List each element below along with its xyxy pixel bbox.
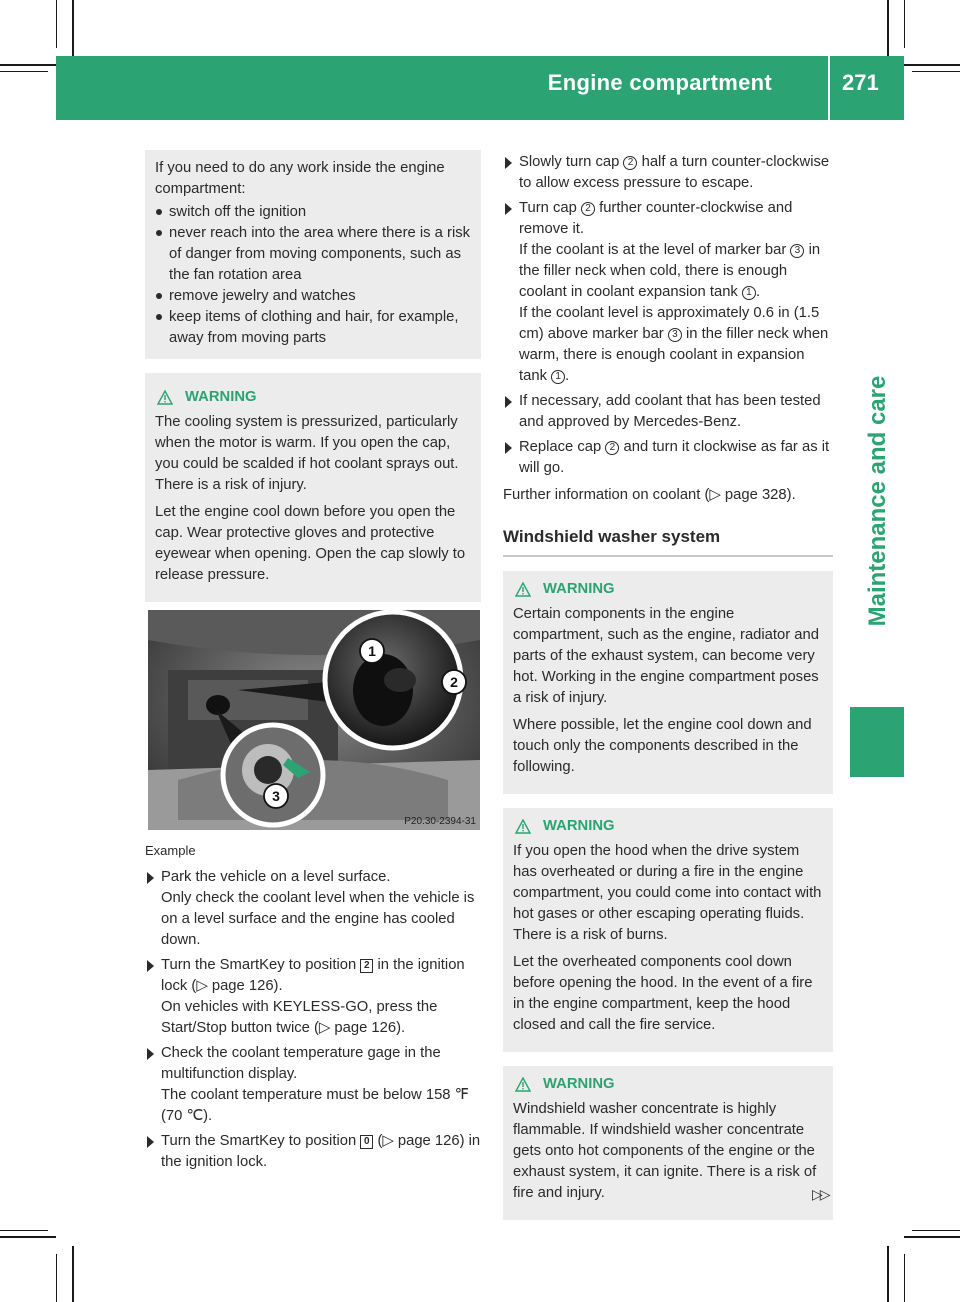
further-info: Further information on coolant (▷ page 328). (503, 487, 796, 503)
step-note: If the coolant level is approximately 0.6 in (1.5 cm) above marker bar 3 in the filler neck when warm, there is enough coolant in expansion tank 1 . (519, 305, 829, 384)
key-position-2-icon: 2 (360, 959, 373, 973)
callout-1-icon: 1 (742, 286, 756, 300)
warning-heading (513, 816, 823, 837)
list-item: keep items of clothing and hair, for example, away from moving parts (155, 307, 471, 349)
step-text: Replace cap 2 and turn it clockwise as far as it will go. (519, 439, 830, 476)
warning-title: WARNING (543, 818, 615, 834)
step-text: Check the coolant temperature gage in the multifunction display. (161, 1045, 441, 1082)
step-item (503, 391, 833, 433)
crop-mark (904, 1254, 905, 1302)
step-text: Park the vehicle on a level surface. (161, 869, 391, 885)
warning-text: If you open the hood when the drive system has overheated or during a fire in the engine compartment, you could come into contact with hot gases or other escaping operating fluids. There is a risk of burns. (513, 843, 822, 943)
warning-text: Let the overheated components cool down before opening the hood. In the event of a fire in the engine compartment, keep the hood closed and call the fire service. (513, 954, 813, 1033)
warning-title: WARNING (543, 1076, 615, 1092)
engine-coolant-photo (148, 610, 480, 830)
warning-text: Certain components in the engine compartment, such as the engine, radiator and parts of the exhaust system, can become very hot. Working in the engine compartment poses a risk of injury. (513, 606, 819, 706)
side-tab-marker (850, 707, 904, 777)
intro-text: If you need to do any work inside the engine compartment: (155, 160, 445, 197)
step-text: Turn the SmartKey to position 2 in the ignition lock (▷ page 126). (161, 957, 465, 994)
crop-mark (56, 1254, 57, 1302)
continue-arrow-icon: ▷▷ (812, 1186, 828, 1202)
warning-heading (513, 1074, 823, 1095)
crop-mark (0, 1230, 48, 1231)
warning-box (145, 373, 481, 602)
crop-mark (912, 1230, 960, 1231)
warning-heading (155, 387, 471, 408)
crop-mark (904, 0, 905, 48)
step-item (145, 955, 481, 1039)
callout-3-icon: 3 (790, 244, 804, 258)
warning-text: Let the engine cool down before you open the cap. Wear protective gloves and protective eyewear when opening. Open the cap slowly to release pressure. (155, 504, 466, 583)
warning-text: Windshield washer concentrate is highly flammable. If windshield washer concentrate gets onto hot components of the engine or the exhaust system, it can ignite. There is a risk of fire and injury. (513, 1101, 817, 1201)
crop-mark (0, 64, 56, 66)
step-item (145, 1131, 481, 1173)
step-note: The coolant temperature must be below 158 ℉ (70 ℃). (161, 1087, 469, 1124)
callout-2-icon: 2 (581, 202, 595, 216)
crop-mark (56, 0, 57, 48)
crop-mark (904, 64, 960, 66)
crop-mark (887, 1246, 889, 1302)
side-tab-label: Maintenance and care (864, 375, 891, 627)
step-item (145, 867, 481, 951)
step-item (503, 198, 833, 387)
callout-1-icon: 1 (551, 370, 565, 384)
step-text: Turn the SmartKey to position 0 (▷ page 126) in the ignition lock. (161, 1133, 481, 1170)
crop-mark (0, 71, 48, 72)
crop-mark (72, 0, 74, 56)
warning-text: The cooling system is pressurized, particularly when the motor is warm. If you open the cap, you could be scalded if hot coolant sprays out. There is a risk of injury. (155, 414, 459, 493)
callout-2: 2 (450, 674, 458, 690)
callout-3: 3 (272, 788, 280, 804)
key-position-0-icon: 0 (360, 1135, 373, 1149)
warning-heading (513, 579, 823, 600)
section-divider (503, 555, 833, 557)
warning-box (503, 571, 833, 794)
step-text: Turn cap 2 further counter-clockwise and remove it. (519, 200, 793, 237)
list-item: never reach into the area where there is a risk of danger from moving components, such as the fan rotation area (155, 223, 471, 286)
list-item: remove jewelry and watches (155, 286, 471, 307)
crop-mark (0, 1236, 56, 1238)
page-header (56, 56, 904, 120)
crop-mark (904, 1236, 960, 1238)
step-item (145, 1043, 481, 1127)
callout-2-icon: 2 (623, 156, 637, 170)
step-note: On vehicles with KEYLESS-GO, press the Start/Stop button twice (▷ page 126). (161, 999, 438, 1036)
warning-title: WARNING (185, 389, 257, 405)
section-heading (503, 526, 833, 557)
callout-1: 1 (368, 643, 376, 659)
image-caption: Example (145, 843, 196, 858)
warning-text: Where possible, let the engine cool down and touch only the components described in the following. (513, 717, 812, 775)
left-steps (145, 840, 481, 1173)
warning-triangle-icon (515, 582, 531, 597)
warning-triangle-icon (157, 390, 173, 405)
step-item (503, 437, 833, 479)
callout-2-icon: 2 (605, 441, 619, 455)
step-note: If the coolant is at the level of marker bar 3 in the filler neck when cold, there is enough coolant in coolant expansion tank 1 . (519, 242, 821, 300)
left-column (145, 150, 481, 602)
page-title: Engine compartment (547, 70, 772, 95)
warning-triangle-icon (515, 819, 531, 834)
list-item: switch off the ignition (155, 202, 471, 223)
warning-box (503, 808, 833, 1052)
header-divider (828, 56, 830, 120)
step-item (503, 152, 833, 194)
warning-title: WARNING (543, 581, 615, 597)
right-column (503, 152, 833, 1220)
page-number: 271 (842, 70, 879, 95)
crop-mark (912, 71, 960, 72)
crop-mark (887, 0, 889, 56)
step-text: If necessary, add coolant that has been tested and approved by Mercedes-Benz. (519, 393, 821, 430)
crop-mark (72, 1246, 74, 1302)
step-note: Only check the coolant level when the vehicle is on a level surface and the engine has cooled down. (161, 890, 475, 948)
section-title: Windshield washer system (503, 527, 721, 546)
callout-3-icon: 3 (668, 328, 682, 342)
warning-box (503, 1066, 833, 1220)
image-code: P20.30-2394-31 (404, 816, 476, 827)
warning-triangle-icon (515, 1077, 531, 1092)
engine-illustration (148, 610, 480, 830)
step-text: Slowly turn cap 2 half a turn counter-clockwise to allow excess pressure to escape. (519, 154, 830, 191)
intro-box (145, 150, 481, 359)
